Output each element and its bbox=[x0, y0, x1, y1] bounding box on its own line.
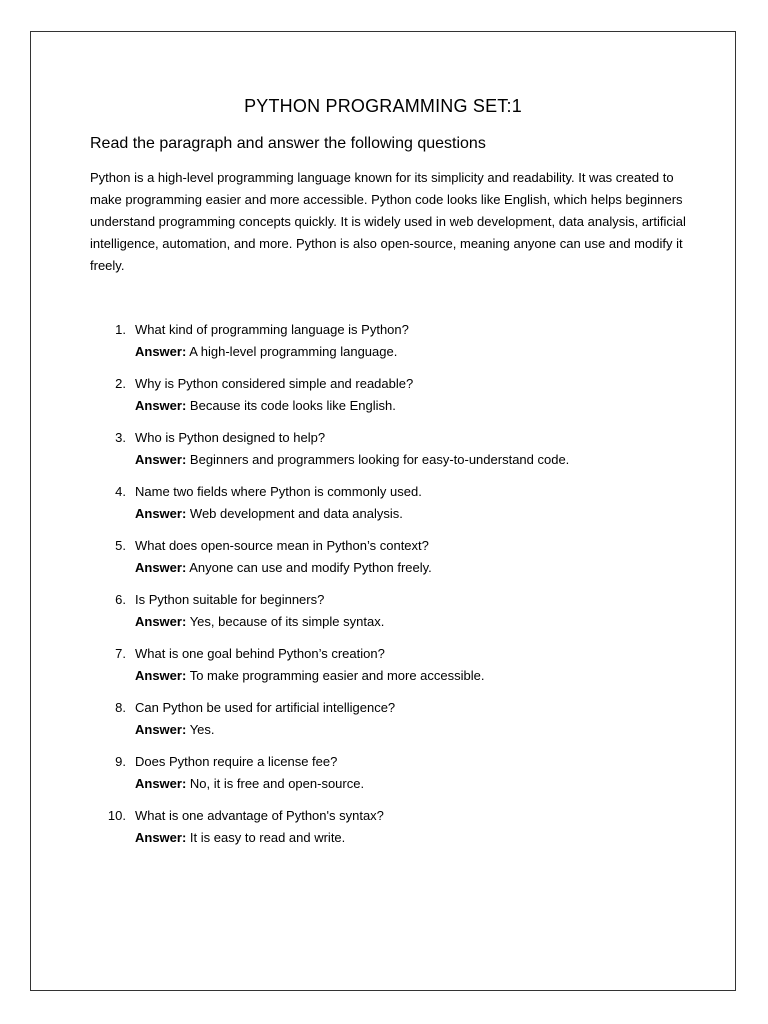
answer-text: No, it is free and open-source. bbox=[189, 776, 365, 791]
answer-label: Answer: bbox=[135, 560, 187, 575]
instructions-heading: Read the paragraph and answer the following questions bbox=[90, 135, 486, 152]
answer-text: To make programming easier and more accessible. bbox=[189, 668, 485, 683]
question-number: 3. bbox=[115, 430, 126, 445]
question-text: Who is Python designed to help? bbox=[135, 430, 326, 445]
answer-label: Answer: bbox=[135, 344, 187, 359]
question-number: 10. bbox=[107, 808, 126, 823]
answer-text: It is easy to read and write. bbox=[189, 830, 346, 845]
answer-line bbox=[135, 503, 403, 525]
question-item bbox=[90, 373, 690, 427]
answer-text: Web development and data analysis. bbox=[189, 506, 403, 521]
question-text: What kind of programming language is Python? bbox=[135, 322, 409, 337]
answer-label: Answer: bbox=[135, 398, 187, 413]
question-item bbox=[90, 805, 690, 859]
answer-label: Answer: bbox=[135, 614, 187, 629]
answer-text: Beginners and programmers looking for easy-to-understand code. bbox=[189, 452, 570, 467]
question-number: 1. bbox=[115, 322, 126, 337]
question-text: Can Python be used for artificial intelligence? bbox=[135, 700, 396, 715]
answer-text: A high-level programming language. bbox=[189, 344, 398, 359]
question-item bbox=[90, 751, 690, 805]
reading-paragraph: Python is a high-level programming language known for its simplicity and readability. It was created to make programming easier and more accessible. Python code looks like English, which helps beginners understand programming concepts quickly. It is widely used in web development, data analysis, artificial intelligence, automation, and more. Python is also open-source, meaning anyone can use and modify it freely. bbox=[90, 170, 686, 273]
question-text: Does Python require a license fee? bbox=[135, 754, 338, 769]
answer-text: Because its code looks like English. bbox=[189, 398, 396, 413]
question-text: Is Python suitable for beginners? bbox=[135, 592, 325, 607]
question-number: 5. bbox=[115, 538, 126, 553]
answer-label: Answer: bbox=[135, 830, 187, 845]
answer-line bbox=[135, 395, 396, 417]
answer-label: Answer: bbox=[135, 668, 187, 683]
answer-line bbox=[135, 719, 215, 741]
answer-line bbox=[135, 665, 485, 687]
answer-text: Yes. bbox=[189, 722, 215, 737]
question-item bbox=[90, 643, 690, 697]
answer-line bbox=[135, 773, 364, 795]
answer-label: Answer: bbox=[135, 506, 187, 521]
question-item bbox=[90, 589, 690, 643]
question-list bbox=[90, 319, 690, 859]
question-text: What is one advantage of Python's syntax? bbox=[135, 808, 384, 823]
question-item bbox=[90, 697, 690, 751]
question-item bbox=[90, 481, 690, 535]
answer-label: Answer: bbox=[135, 776, 187, 791]
answer-line bbox=[135, 827, 345, 849]
question-number: 8. bbox=[115, 700, 126, 715]
answer-line bbox=[135, 611, 384, 633]
question-text: Name two fields where Python is commonly used. bbox=[135, 484, 422, 499]
document-page bbox=[30, 31, 736, 991]
answer-label: Answer: bbox=[135, 452, 187, 467]
question-item bbox=[90, 535, 690, 589]
answer-text: Yes, because of its simple syntax. bbox=[189, 614, 385, 629]
question-number: 9. bbox=[115, 754, 126, 769]
page-title: PYTHON PROGRAMMING SET:1 bbox=[244, 96, 522, 116]
question-number: 6. bbox=[115, 592, 126, 607]
question-text: Why is Python considered simple and readable? bbox=[135, 376, 414, 391]
question-number: 4. bbox=[115, 484, 126, 499]
answer-text: Anyone can use and modify Python freely. bbox=[189, 560, 432, 575]
question-text: What is one goal behind Python’s creation? bbox=[135, 646, 385, 661]
answer-label: Answer: bbox=[135, 722, 187, 737]
answer-line bbox=[135, 449, 569, 471]
question-item bbox=[90, 427, 690, 481]
question-number: 7. bbox=[115, 646, 126, 661]
answer-line bbox=[135, 341, 397, 363]
question-number: 2. bbox=[115, 376, 126, 391]
question-item bbox=[90, 319, 690, 373]
question-text: What does open-source mean in Python’s context? bbox=[135, 538, 429, 553]
answer-line bbox=[135, 557, 432, 579]
